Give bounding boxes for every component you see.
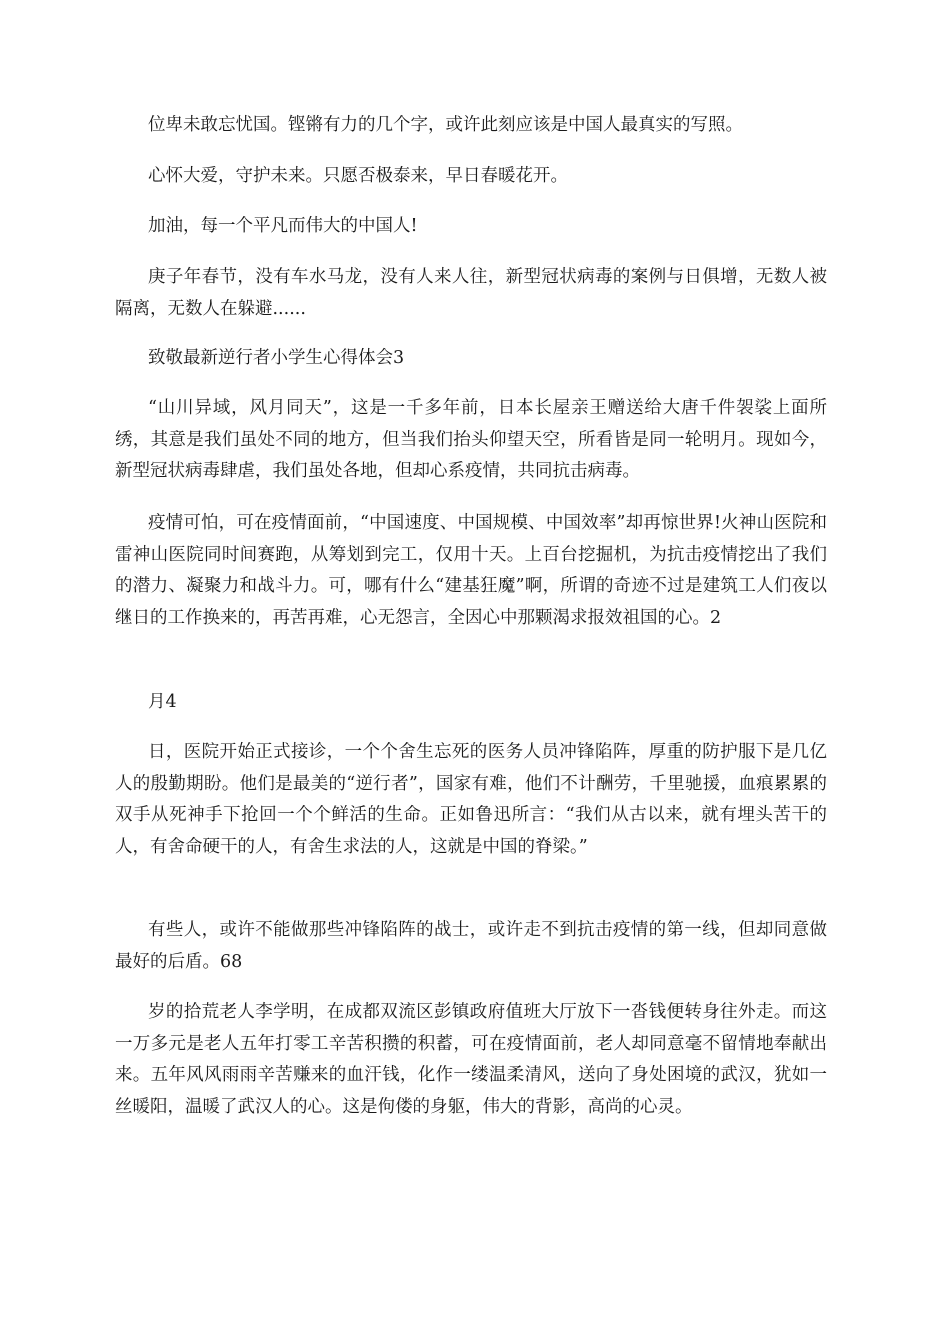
paragraph-cheer: 加油，每一个平凡而伟大的中国人!	[148, 216, 418, 236]
paragraph-month-fragment: 月4	[148, 692, 177, 712]
paragraph-backing: 有些人，或许不能做那些冲锋陷阵的战士，或许走不到抗击疫情的第一线，但却同意做最好的后盾。68	[115, 920, 827, 972]
paragraph-china-speed: 疫情可怕，可在疫情面前，“中国速度、中国规模、中国效率”却再惊世界!火神山医院和雷神山医院同时间赛跑，从筹划到完工，仅用十天。上百台挖掘机，为抗击疫情挖出了我们的潜力、凝聚力和战斗力。可，哪有什么“建基狂魔”啊，所谓的奇迹不过是建筑工人们夜以继日的工作换来的，再苦再难，心无怨言，全因心中那颗渴求报效祖国的心。2	[115, 513, 827, 628]
paragraph-patriotism: 位卑未敢忘忧国。铿锵有力的几个字，或许此刻应该是中国人最真实的写照。	[148, 115, 743, 135]
paragraph-mountains-rivers: “山川异域，风月同天”，这是一千多年前，日本长屋亲王赠送给大唐千件袈裟上面所绣，其意是我们虽处不同的地方，但当我们抬头仰望天空，所看皆是同一轮明月。现如今，新型冠状病毒肆虐，我们虽处各地，但却心系疫情，共同抗击病毒。	[115, 398, 827, 481]
paragraph-medical-staff: 日，医院开始正式接诊，一个个舍生忘死的医务人员冲锋陷阵，厚重的防护服下是几亿人的殷勤期盼。他们是最美的“逆行者”，国家有难，他们不计酬劳，千里驰援，血痕累累的双手从死神手下抢回一个个鲜活的生命。正如鲁迅所言：“我们从古以来，就有埋头苦干的人，有舍命硬干的人，有舍生求法的人，这就是中国的脊梁。”	[115, 742, 827, 857]
paragraph-spring-festival: 庚子年春节，没有车水马龙，没有人来人往，新型冠状病毒的案例与日俱增，无数人被隔离，无数人在躲避......	[115, 267, 827, 319]
paragraph-hope: 心怀大爱，守护未来。只愿否极泰来，早日春暖花开。	[148, 166, 568, 186]
section-heading: 致敬最新逆行者小学生心得体会3	[148, 348, 405, 368]
paragraph-elderly-donor: 岁的拾荒老人李学明，在成都双流区彭镇政府值班大厅放下一沓钱便转身往外走。而这一万多元是老人五年打零工辛苦积攒的积蓄，可在疫情面前，老人却同意毫不留情地奉献出来。五年风风雨雨辛苦赚来的血汗钱，化作一缕温柔清风，送向了身处困境的武汉，犹如一丝暖阳，温暖了武汉人的心。这是佝偻的身躯，伟大的背影，高尚的心灵。	[115, 1002, 827, 1117]
